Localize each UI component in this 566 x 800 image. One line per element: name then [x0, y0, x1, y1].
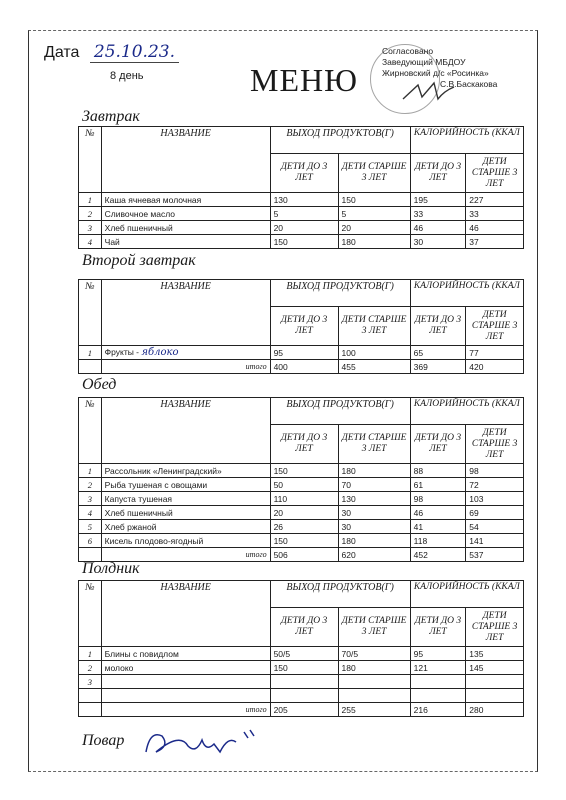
table-row: [79, 207, 524, 221]
blank-cell: [101, 689, 270, 703]
row-name: Рыба тушеная с овощами: [101, 478, 270, 492]
row-value: 98: [466, 464, 524, 478]
row-value: 30: [338, 520, 410, 534]
row-value: 33: [466, 207, 524, 221]
row-name-text: Фрукты -: [104, 347, 140, 357]
row-value: 70: [338, 478, 410, 492]
col-cal-over3: ДЕТИ СТАРШЕ 3 ЛЕТ: [466, 608, 524, 647]
table-row: [79, 534, 524, 548]
row-value: 150: [270, 235, 338, 249]
col-calories: КАЛОРИЙНОСТЬ (ККАЛ: [410, 398, 523, 425]
row-name: молоко: [101, 661, 270, 675]
col-num: №: [79, 280, 102, 346]
col-cal-under3: ДЕТИ ДО 3 ЛЕТ: [410, 608, 466, 647]
row-value: 30: [338, 506, 410, 520]
col-calories: КАЛОРИЙНОСТЬ (ККАЛ: [410, 581, 523, 608]
row-num: 3: [79, 492, 102, 506]
row-name: Блины с повидлом: [101, 647, 270, 661]
row-num: 1: [79, 647, 102, 661]
row-value: 50: [270, 478, 338, 492]
row-value: 150: [270, 464, 338, 478]
row-name: Каша ячневая молочная: [101, 193, 270, 207]
total-value: 255: [338, 703, 410, 717]
row-value: [466, 675, 524, 689]
blank-cell: [410, 689, 466, 703]
col-cal-over3: ДЕТИ СТАРШЕ 3 ЛЕТ: [466, 307, 524, 346]
row-value: 20: [338, 221, 410, 235]
stamp-line: Жирновский д/с «Росинка»: [382, 68, 489, 78]
table-row: [79, 346, 524, 360]
table-row: [79, 492, 524, 506]
total-label: итого: [101, 703, 270, 717]
row-name: Чай: [101, 235, 270, 249]
date-label: Дата: [44, 44, 80, 61]
col-output: ВЫХОД ПРОДУКТОВ(Г): [270, 127, 410, 154]
row-value: 150: [270, 534, 338, 548]
row-value: 118: [410, 534, 466, 548]
row-value: 46: [410, 221, 466, 235]
row-value: 180: [338, 235, 410, 249]
stamp-line: Согласовано: [382, 46, 434, 56]
section-title-breakfast: Завтрак: [82, 108, 140, 125]
row-value: 180: [338, 661, 410, 675]
total-row: [79, 548, 524, 562]
row-value: [410, 675, 466, 689]
blank-cell: [466, 689, 524, 703]
table-row: [79, 193, 524, 207]
row-value: 33: [410, 207, 466, 221]
total-value: 452: [410, 548, 466, 562]
row-num: [79, 360, 102, 374]
second-breakfast-table: [78, 279, 524, 374]
row-value: 65: [410, 346, 466, 360]
col-cal-under3: ДЕТИ ДО 3 ЛЕТ: [410, 425, 466, 464]
section-title-lunch: Обед: [82, 376, 117, 393]
row-value: 98: [410, 492, 466, 506]
row-value: 30: [410, 235, 466, 249]
total-value: 369: [410, 360, 466, 374]
lunch-table: [78, 397, 524, 562]
row-value: 69: [466, 506, 524, 520]
row-name: Хлеб пшеничный: [101, 506, 270, 520]
cook-signature: [140, 722, 260, 762]
row-value: 77: [466, 346, 524, 360]
col-calories: КАЛОРИЙНОСТЬ (ККАЛ: [410, 127, 523, 154]
row-num: [79, 703, 102, 717]
table-row: [79, 675, 524, 689]
total-value: 280: [466, 703, 524, 717]
table-row: [79, 661, 524, 675]
col-cal-over3: ДЕТИ СТАРШЕ 3 ЛЕТ: [466, 425, 524, 464]
col-output: ВЫХОД ПРОДУКТОВ(Г): [270, 280, 410, 307]
col-name: НАЗВАНИЕ: [101, 280, 270, 346]
col-cal-under3: ДЕТИ ДО 3 ЛЕТ: [410, 154, 466, 193]
col-name: НАЗВАНИЕ: [101, 581, 270, 647]
row-value: 110: [270, 492, 338, 506]
col-under3: ДЕТИ ДО 3 ЛЕТ: [270, 307, 338, 346]
row-num: 6: [79, 534, 102, 548]
row-value: 61: [410, 478, 466, 492]
date-value: 25.10.23.: [90, 42, 179, 63]
col-num: №: [79, 398, 102, 464]
row-name: Хлеб пшеничный: [101, 221, 270, 235]
page-title: МЕНЮ: [250, 62, 358, 98]
row-value: 41: [410, 520, 466, 534]
approval-stamp: [370, 42, 520, 114]
breakfast-table: [78, 126, 524, 249]
blank-cell: [338, 689, 410, 703]
date-row: [44, 42, 179, 62]
section-title-second-breakfast: Второй завтрак: [82, 252, 196, 269]
row-value: 135: [466, 647, 524, 661]
row-value: 72: [466, 478, 524, 492]
total-row: [79, 703, 524, 717]
row-name-handwritten: яблоко: [141, 347, 179, 358]
row-value: 141: [466, 534, 524, 548]
row-value: 195: [410, 193, 466, 207]
table-row: [79, 221, 524, 235]
row-value: 95: [410, 647, 466, 661]
snack-table: [78, 580, 524, 717]
col-name: НАЗВАНИЕ: [101, 127, 270, 193]
col-under3: ДЕТИ ДО 3 ЛЕТ: [270, 425, 338, 464]
col-num: №: [79, 127, 102, 193]
col-over3: ДЕТИ СТАРШЕ 3 ЛЕТ: [338, 608, 410, 647]
total-value: 216: [410, 703, 466, 717]
row-value: [338, 675, 410, 689]
row-value: 130: [270, 193, 338, 207]
row-value: 46: [410, 506, 466, 520]
row-num: 2: [79, 207, 102, 221]
table-row: [79, 647, 524, 661]
row-name: Сливочное масло: [101, 207, 270, 221]
row-value: [270, 675, 338, 689]
row-value: 46: [466, 221, 524, 235]
row-name: Хлеб ржаной: [101, 520, 270, 534]
row-num: 3: [79, 675, 102, 689]
row-num: 4: [79, 506, 102, 520]
row-value: 150: [270, 661, 338, 675]
row-value: 20: [270, 221, 338, 235]
stamp-line: Заведующий МБДОУ: [382, 57, 466, 67]
col-over3: ДЕТИ СТАРШЕ 3 ЛЕТ: [338, 154, 410, 193]
row-num: 1: [79, 193, 102, 207]
col-num: №: [79, 581, 102, 647]
row-num: 2: [79, 661, 102, 675]
stamp-signature: [398, 77, 458, 107]
total-row: [79, 360, 524, 374]
row-value: 54: [466, 520, 524, 534]
row-num: 2: [79, 478, 102, 492]
blank-cell: [270, 689, 338, 703]
row-num: 5: [79, 520, 102, 534]
table-row: [79, 478, 524, 492]
row-name: Кисель плодово-ягодный: [101, 534, 270, 548]
row-value: 227: [466, 193, 524, 207]
row-value: 145: [466, 661, 524, 675]
row-value: 150: [338, 193, 410, 207]
table-row: [79, 506, 524, 520]
col-cal-over3: ДЕТИ СТАРШЕ 3 ЛЕТ: [466, 154, 524, 193]
total-value: 400: [270, 360, 338, 374]
row-name: Капуста тушеная: [101, 492, 270, 506]
row-value: 88: [410, 464, 466, 478]
row-value: 20: [270, 506, 338, 520]
row-value: 180: [338, 464, 410, 478]
row-num: 4: [79, 235, 102, 249]
row-value: 5: [270, 207, 338, 221]
total-value: 205: [270, 703, 338, 717]
col-output: ВЫХОД ПРОДУКТОВ(Г): [270, 581, 410, 608]
blank-cell: [79, 689, 102, 703]
blank-row: [79, 689, 524, 703]
table-row: [79, 235, 524, 249]
row-num: 1: [79, 346, 102, 360]
row-value: 95: [270, 346, 338, 360]
col-output: ВЫХОД ПРОДУКТОВ(Г): [270, 398, 410, 425]
section-title-snack: Полдник: [82, 560, 140, 577]
row-value: 130: [338, 492, 410, 506]
row-value: 180: [338, 534, 410, 548]
row-value: 121: [410, 661, 466, 675]
col-over3: ДЕТИ СТАРШЕ 3 ЛЕТ: [338, 425, 410, 464]
row-name: Рассольник «Ленинградский»: [101, 464, 270, 478]
total-value: 506: [270, 548, 338, 562]
total-label: итого: [101, 548, 270, 562]
total-value: 455: [338, 360, 410, 374]
col-under3: ДЕТИ ДО 3 ЛЕТ: [270, 608, 338, 647]
row-num: 3: [79, 221, 102, 235]
col-calories: КАЛОРИЙНОСТЬ (ККАЛ: [410, 280, 523, 307]
col-cal-under3: ДЕТИ ДО 3 ЛЕТ: [410, 307, 466, 346]
col-under3: ДЕТИ ДО 3 ЛЕТ: [270, 154, 338, 193]
row-value: 37: [466, 235, 524, 249]
cook-label: Повар: [82, 732, 125, 749]
row-name: [101, 675, 270, 689]
table-row: [79, 520, 524, 534]
total-value: 537: [466, 548, 524, 562]
total-value: 620: [338, 548, 410, 562]
row-value: 50/5: [270, 647, 338, 661]
table-row: [79, 464, 524, 478]
stamp-line: С.В.Баскакова: [440, 79, 498, 89]
row-value: 5: [338, 207, 410, 221]
row-value: 103: [466, 492, 524, 506]
row-value: 26: [270, 520, 338, 534]
total-label: итого: [101, 360, 270, 374]
col-name: НАЗВАНИЕ: [101, 398, 270, 464]
day-label: 8 день: [110, 70, 144, 82]
row-value: 70/5: [338, 647, 410, 661]
col-over3: ДЕТИ СТАРШЕ 3 ЛЕТ: [338, 307, 410, 346]
total-value: 420: [466, 360, 524, 374]
row-name: [101, 346, 270, 360]
row-value: 100: [338, 346, 410, 360]
row-num: 1: [79, 464, 102, 478]
